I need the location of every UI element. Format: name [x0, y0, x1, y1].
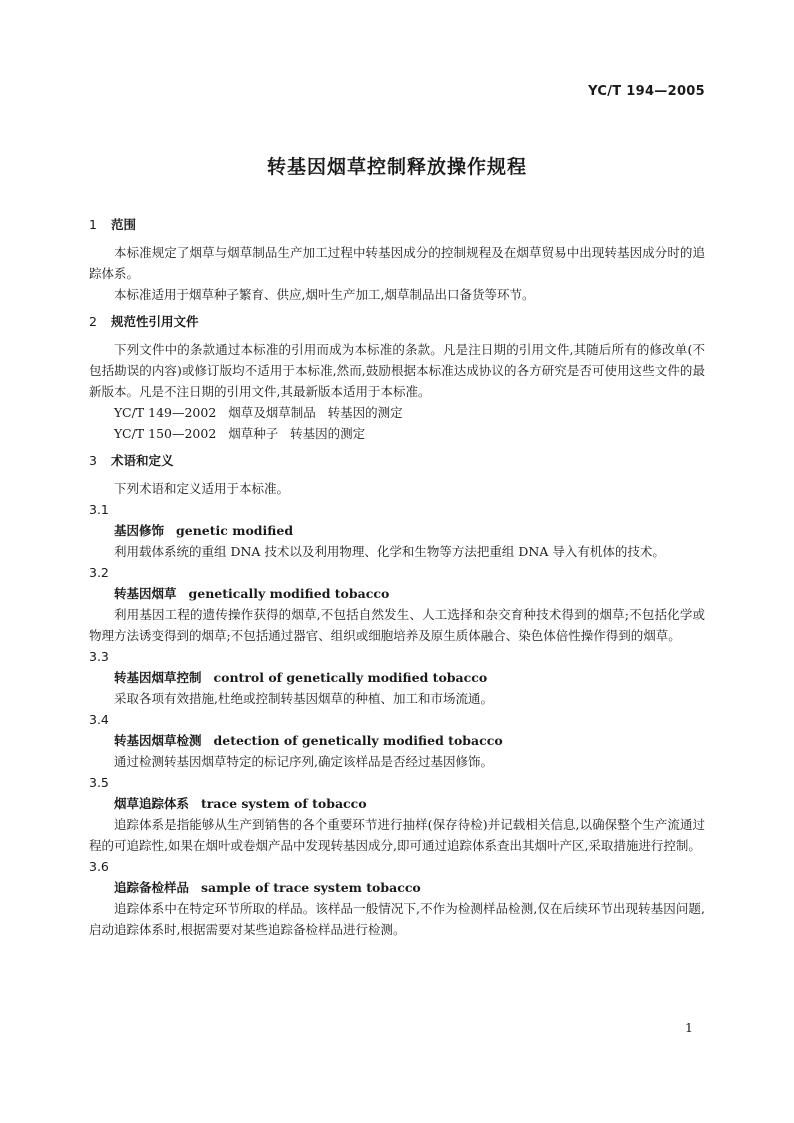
- term-definition: 通过检测转基因烟草特定的标记序列,确定该样品是否经过基因修饰。: [114, 754, 493, 769]
- section-number: 1: [89, 217, 97, 232]
- term-heading: [89, 520, 705, 541]
- paragraph: 下列文件中的条款通过本标准的引用而成为本标准的条款。凡是注日期的引用文件,其随后所有的修改单(不包括勘误的内容)或修订版均不适用于本标准,然而,鼓励根据本标准达成协议的各方研究是否可使用这些文件的最新版本。凡是不注日期的引用文件,其最新版本适用于本标准。: [89, 342, 705, 399]
- section-title: 范围: [111, 217, 137, 232]
- paragraph: 本标准规定了烟草与烟草制品生产加工过程中转基因成分的控制规程及在烟草贸易中出现转基因成分时的追踪体系。: [89, 245, 705, 281]
- term-chinese: 基因修饰: [114, 523, 165, 538]
- term-number: 3.4: [89, 712, 109, 727]
- term-chinese: 追踪备检样品: [114, 880, 190, 895]
- paragraph: 本标准适用于烟草种子繁育、供应,烟叶生产加工,烟草制品出口备货等环节。: [114, 287, 535, 302]
- term-heading: [89, 583, 705, 604]
- document-title: 转基因烟草控制释放操作规程: [266, 156, 527, 178]
- term-number: 3.6: [89, 859, 109, 874]
- section-title: 术语和定义: [111, 453, 174, 468]
- term-chinese: 转基因烟草控制: [114, 670, 202, 685]
- term-number: 3.2: [89, 565, 109, 580]
- paragraph: 下列术语和定义适用于本标准。: [114, 481, 290, 496]
- term-english: sample of trace system tobacco: [201, 880, 421, 895]
- term-definition: 追踪体系中在特定环节所取的样品。该样品一般情况下,不作为检测样品检测,仅在后续环节出现转基因问题,启动追踪体系时,根据需要对某些追踪备检样品进行检测。: [89, 901, 705, 937]
- document-body: [89, 214, 705, 940]
- term-english: detection of genetically modified tobacco: [213, 733, 503, 748]
- term-definition: 利用载体系统的重组 DNA 技术以及利用物理、化学和生物等方法把重组 DNA 导入有机体的技术。: [114, 544, 665, 559]
- term-heading: [89, 730, 705, 751]
- section-number: 2: [89, 314, 97, 329]
- term-definition: 利用基因工程的遗传操作获得的烟草,不包括自然发生、人工选择和杂交育种技术得到的烟草;不包括化学或物理方法诱变得到的烟草;不包括通过器官、组织或细胞培养及原生质体融合、染色体倍性操作得到的烟草。: [89, 607, 705, 643]
- term-number: 3.3: [89, 649, 109, 664]
- term-english: genetic modified: [176, 523, 294, 538]
- term-heading: [89, 877, 705, 898]
- standard-code: YC/T 194—2005: [588, 84, 705, 99]
- section-heading-scope: [89, 214, 705, 235]
- term-number: 3.5: [89, 775, 109, 790]
- term-definition: 采取各项有效措施,杜绝或控制转基因烟草的种植、加工和市场流通。: [114, 691, 493, 706]
- reference-item: YC/T 150—2002 烟草种子 转基因的测定: [114, 426, 366, 441]
- term-chinese: 转基因烟草检测: [114, 733, 202, 748]
- section-number: 3: [89, 453, 97, 468]
- term-chinese: 烟草追踪体系: [114, 796, 190, 811]
- term-english: control of genetically modified tobacco: [213, 670, 488, 685]
- term-definition: 追踪体系是指能够从生产到销售的各个重要环节进行抽样(保存待检)并记载相关信息,以确保整个生产流通过程的可追踪性,如果在烟叶或卷烟产品中发现转基因成分,即可通过追踪体系查出其烟叶产区,采取措施进行控制。: [89, 817, 705, 853]
- reference-item: YC/T 149—2002 烟草及烟草制品 转基因的测定: [114, 405, 403, 420]
- term-english: genetically modified tobacco: [188, 586, 390, 601]
- section-heading-normative-references: [89, 311, 705, 332]
- term-english: trace system of tobacco: [201, 796, 367, 811]
- page-number: 1: [685, 1020, 693, 1035]
- term-number: 3.1: [89, 502, 109, 517]
- term-heading: [89, 667, 705, 688]
- term-heading: [89, 793, 705, 814]
- section-heading-terms-definitions: [89, 450, 705, 471]
- term-chinese: 转基因烟草: [114, 586, 177, 601]
- section-title: 规范性引用文件: [111, 314, 199, 329]
